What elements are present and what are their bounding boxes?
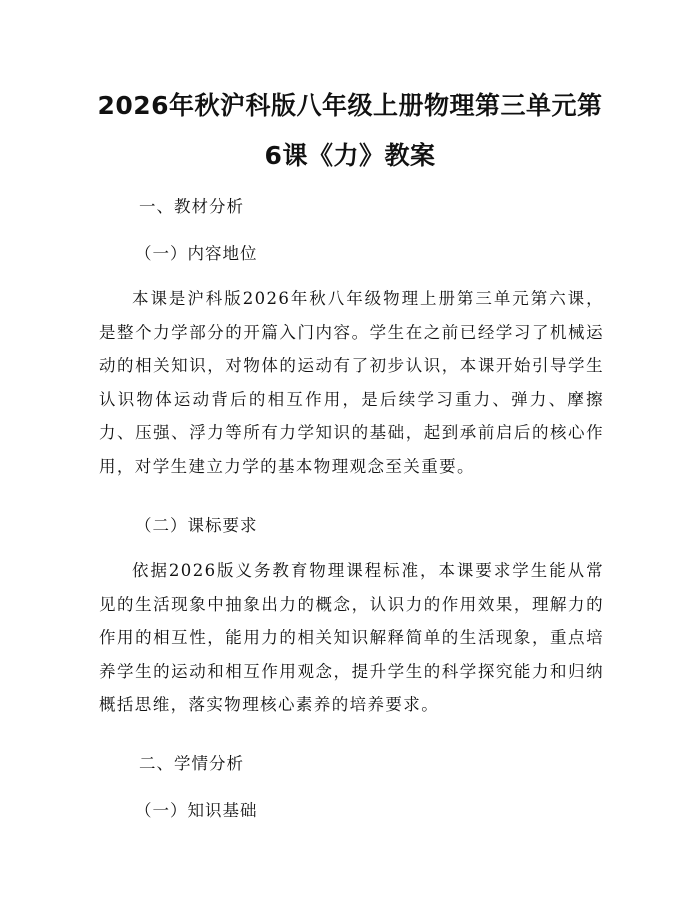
- section-heading-teaching-material: 一、教材分析: [139, 197, 244, 216]
- document-title-line1: 2026年秋沪科版八年级上册物理第三单元第: [97, 91, 603, 120]
- section-heading-learner-analysis: 二、学情分析: [139, 754, 244, 773]
- subsection-heading-curriculum-requirements: （二）课标要求: [135, 516, 258, 535]
- paragraph-content-position: 本课是沪科版2026年秋八年级物理上册第三单元第六课，是整个力学部分的开篇入门内容。学生在之前已经学习了机械运动的相关知识，对物体的运动有了初步认识，本课开始引导学生认识物体运动背后的相互作用，是后续学习重力、弹力、摩擦力、压强、浮力等所有力学知识的基础，起到承前启后的核心作用，对学生建立力学的基本物理观念至关重要。: [99, 289, 604, 476]
- paragraph-curriculum-requirements: 依据2026版义务教育物理课程标准，本课要求学生能从常见的生活现象中抽象出力的概念，认识力的作用效果，理解力的作用的相互性，能用力的相关知识解释简单的生活现象，重点培养学生的运动和相互作用观念，提升学生的科学探究能力和归纳概括思维，落实物理核心素养的培养要求。: [99, 561, 604, 714]
- document-title-line2: 6课《力》教案: [264, 141, 436, 170]
- subsection-heading-knowledge-base: （一）知识基础: [135, 801, 258, 820]
- subsection-heading-content-position: （一）内容地位: [135, 244, 258, 263]
